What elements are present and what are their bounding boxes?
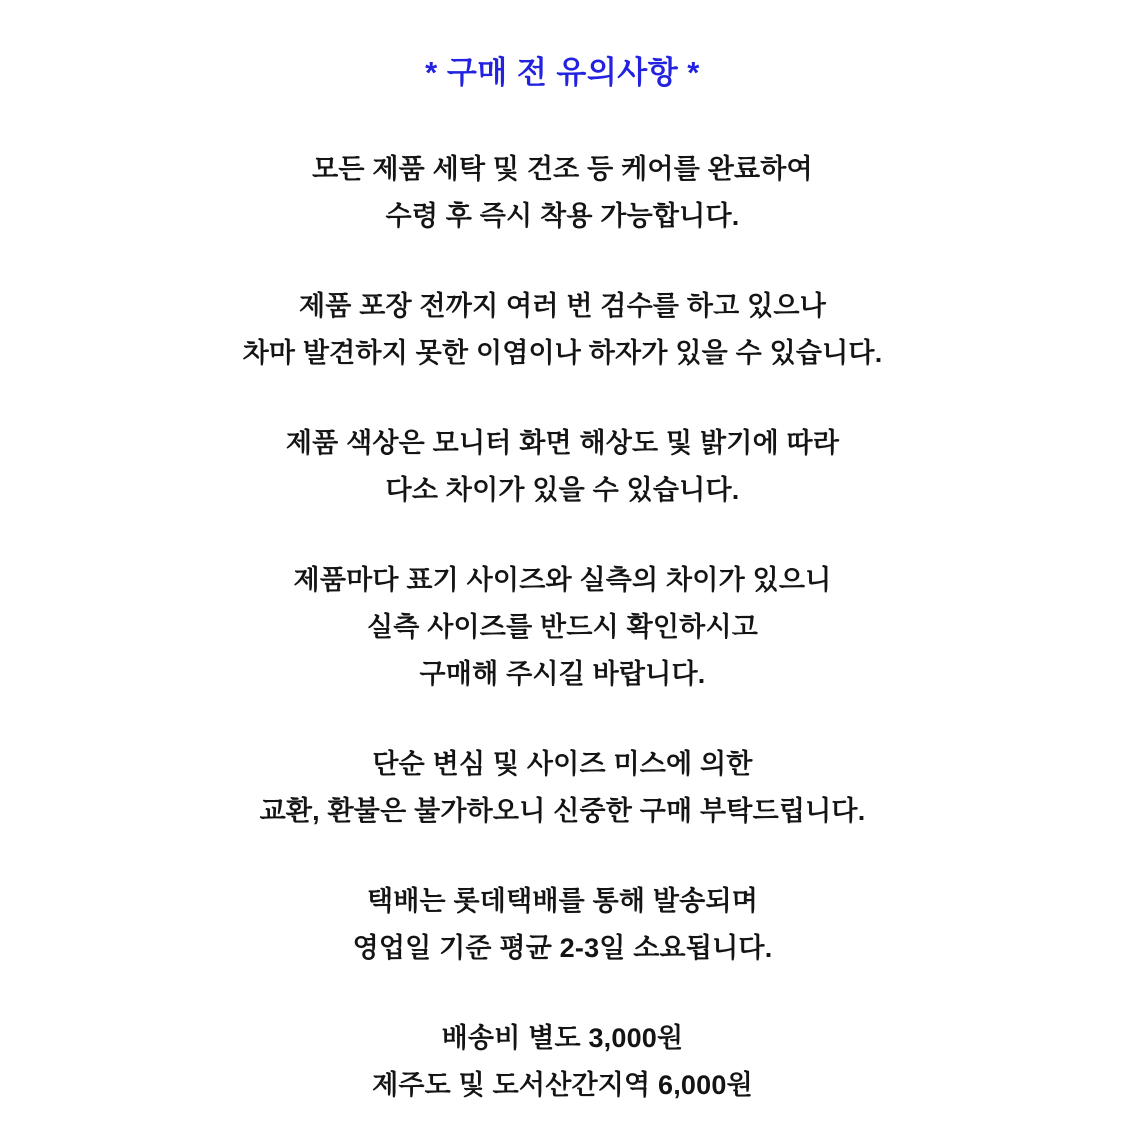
notice-line: 택배는 롯데택배를 통해 발송되며 xyxy=(366,886,759,916)
page-title: * 구매 전 유의사항 * xyxy=(425,55,700,90)
notice-line: 제품 색상은 모니터 화면 해상도 및 밝기에 따라 xyxy=(285,428,840,458)
notice-paragraph xyxy=(312,146,813,240)
notice-paragraphs xyxy=(243,146,883,1125)
notice-line: 차마 발견하지 못한 이염이나 하자가 있을 수 있습니다. xyxy=(242,338,883,368)
notice-paragraph xyxy=(294,557,832,698)
notice-line: 배송비 별도 3,000원 xyxy=(441,1023,684,1053)
notice-line: 제품마다 표기 사이즈와 실측의 차이가 있으니 xyxy=(293,565,832,595)
notice-line: 수령 후 즉시 착용 가능합니다. xyxy=(385,201,740,231)
notice-line: 모든 제품 세탁 및 건조 등 케어를 완료하여 xyxy=(312,154,813,184)
notice-paragraph xyxy=(372,1015,753,1109)
notice-paragraph xyxy=(260,741,866,835)
notice-line: 다소 차이가 있을 수 있습니다. xyxy=(385,475,740,505)
notice-line: 영업일 기준 평균 2-3일 소요됩니다. xyxy=(352,933,773,963)
notice-line: 제주도 및 도서산간지역 6,000원 xyxy=(372,1070,753,1100)
notice-paragraph xyxy=(243,283,883,377)
notice-line: 단순 변심 및 사이즈 미스에 의한 xyxy=(372,749,753,779)
notice-line: 제품 포장 전까지 여러 번 검수를 하고 있으나 xyxy=(298,291,826,321)
notice-paragraph xyxy=(353,878,773,972)
notice-line: 구매해 주시길 바랍니다. xyxy=(419,659,706,689)
notice-paragraph xyxy=(286,420,839,514)
notice-line: 실측 사이즈를 반드시 확인하시고 xyxy=(366,612,759,642)
notice-line: 교환, 환불은 불가하오니 신중한 구매 부탁드립니다. xyxy=(259,796,866,826)
